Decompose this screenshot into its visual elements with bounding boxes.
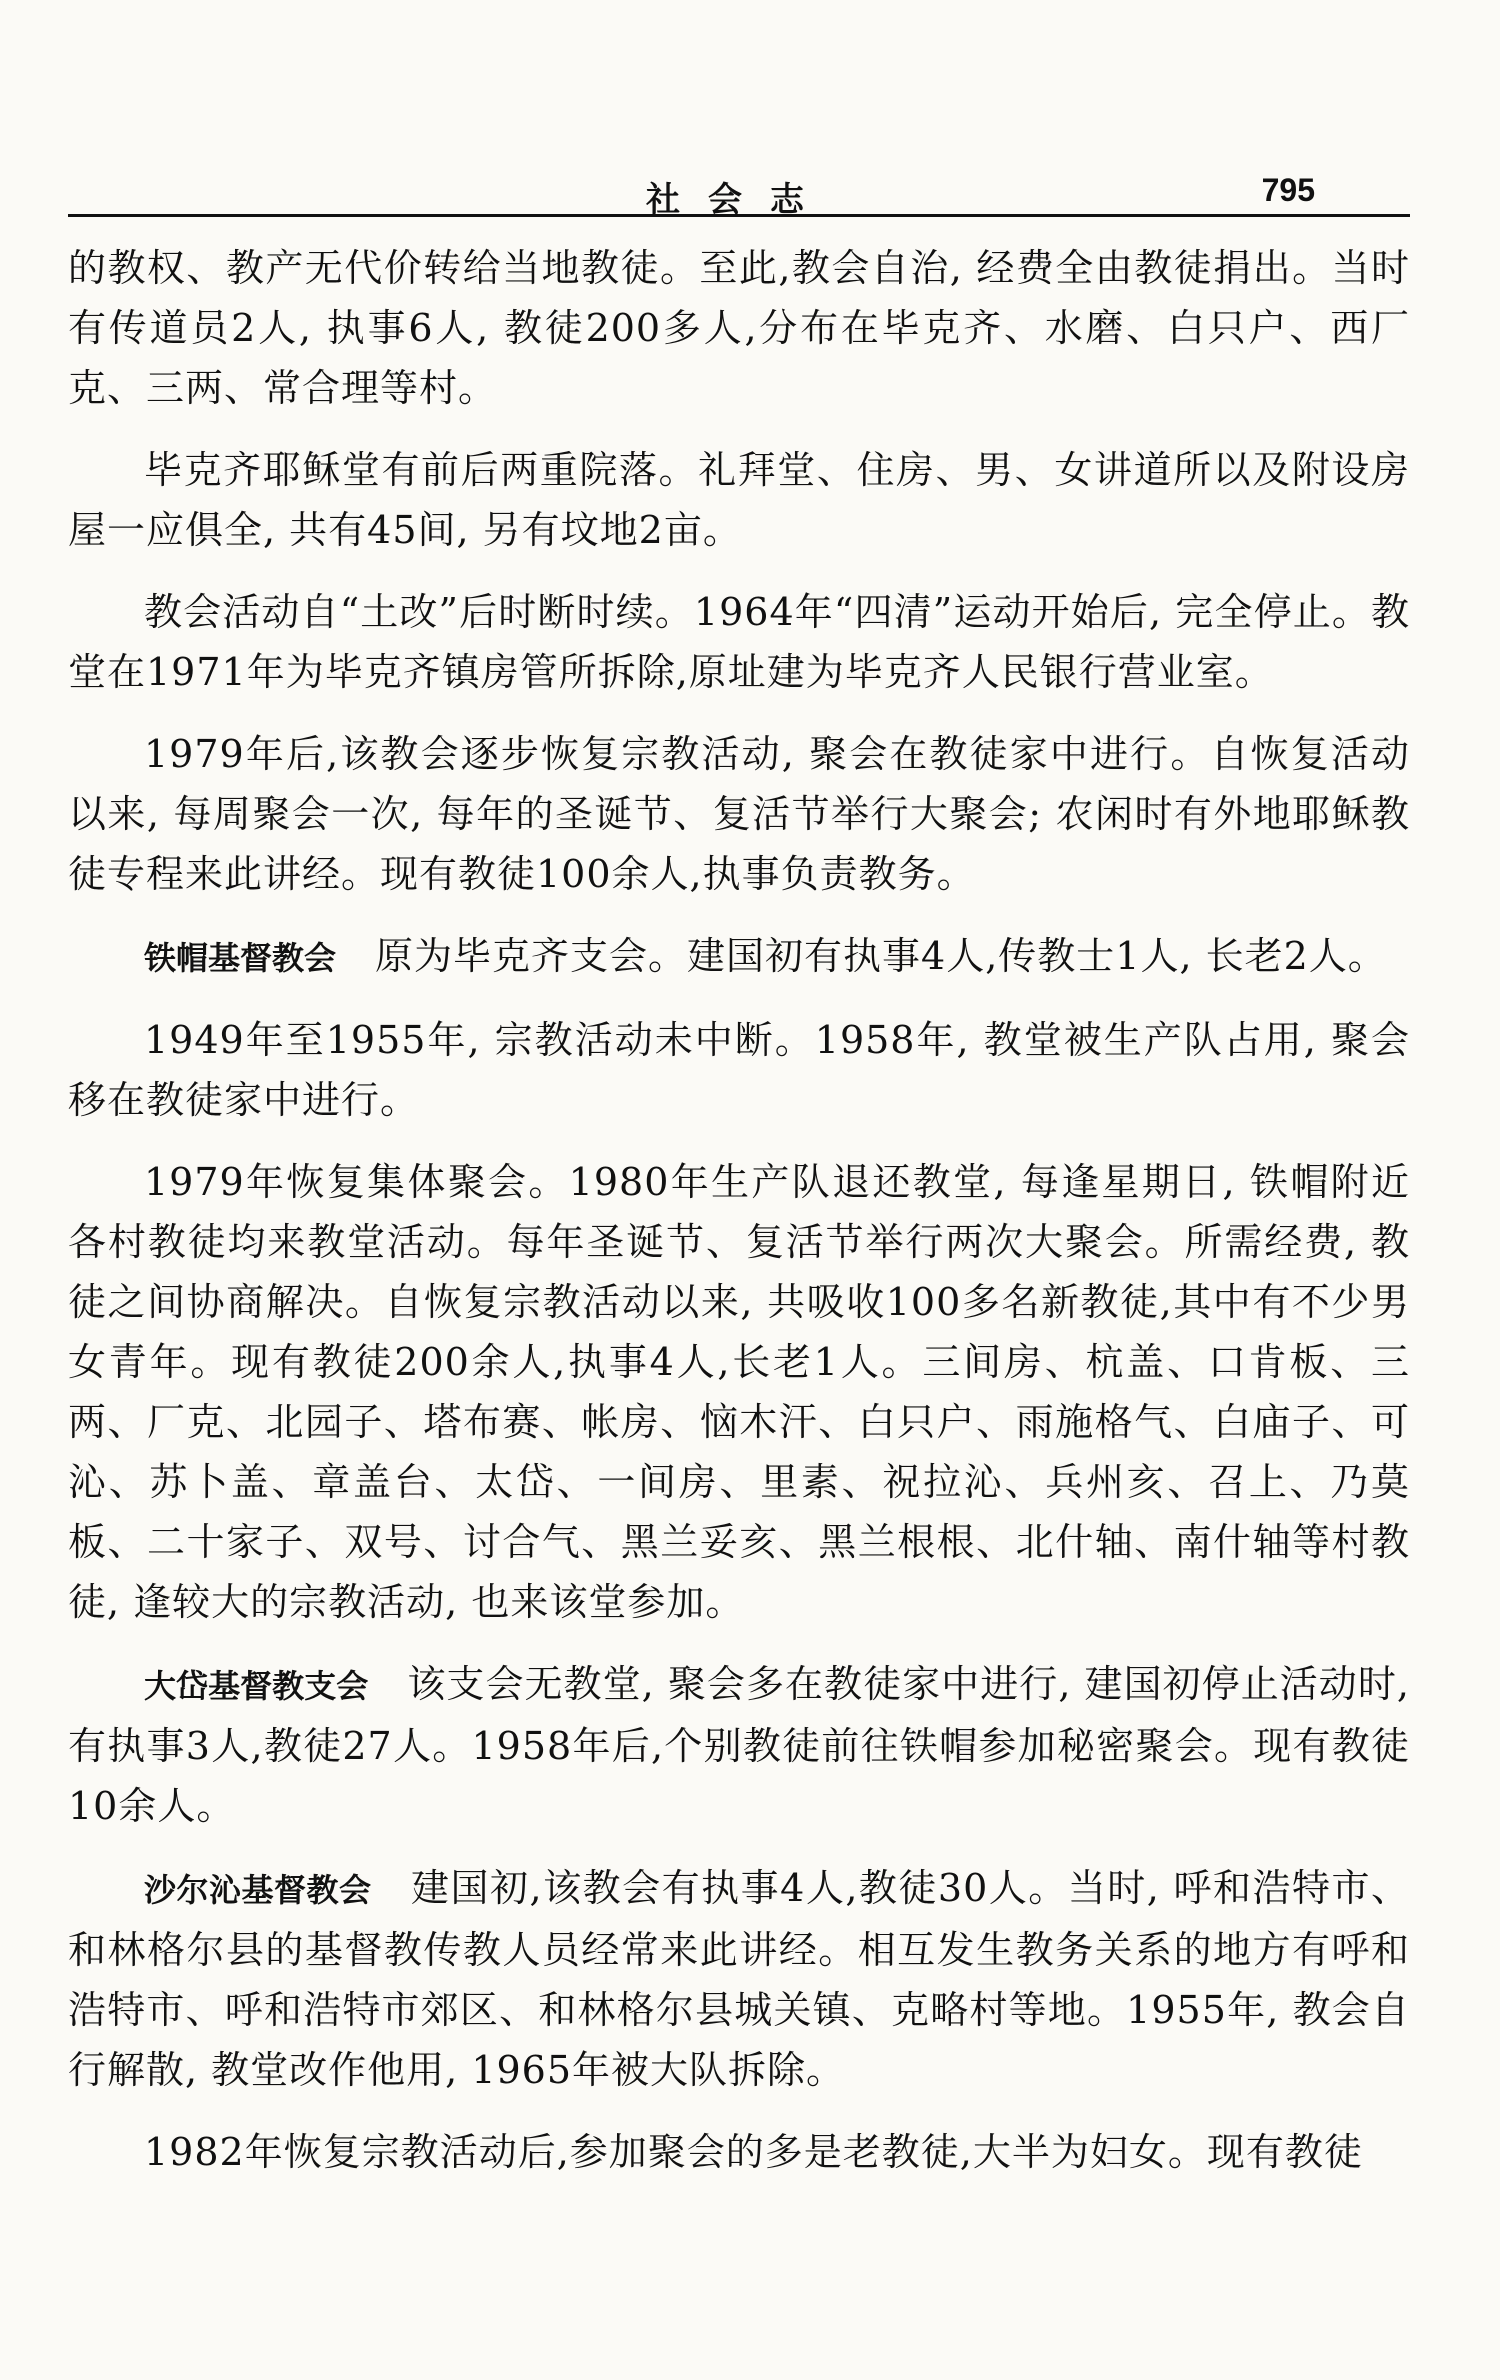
- paragraph: 1982年恢复宗教活动后,参加聚会的多是老教徒,大半为妇女。现有教徒: [144, 2130, 1363, 2174]
- paragraph: 教会活动自“土改”后时断时续。1964年“四清”运动开始后, 完全停止。教堂在1971年为毕克齐镇房管所拆除,原址建为毕克齐人民银行营业室。: [68, 590, 1410, 694]
- paragraph: 1979年后,该教会逐步恢复宗教活动, 聚会在教徒家中进行。自恢复活动以来, 每周聚会一次, 每年的圣诞节、复活节举行大聚会; 农闲时有外地耶稣教徒专程来此讲经。现有教徒100余人,执事负责教务。: [68, 732, 1410, 896]
- running-header: [68, 168, 1410, 220]
- paragraph: 铁帽基督教会 原为毕克齐支会。建国初有执事4人,传教士1人, 长老2人。: [144, 934, 1387, 978]
- paragraph: 1979年恢复集体聚会。1980年生产队退还教堂, 每逢星期日, 铁帽附近各村教徒均来教堂活动。每年圣诞节、复活节举行两次大聚会。所需经费, 教徒之间协商解决。自恢复宗教活动以来, 共吸收100多名新教徒,其中有不少男女青年。现有教徒200余人,执事4人,长老1人。三间房、杭盖、口肯板、三两、厂克、北园子、塔布赛、帐房、恼木汗、白只户、雨施格气、白庙子、可沁、苏卜盖、章盖台、太岱、一间房、里素、祝拉沁、兵州亥、召上、乃莫板、二十家子、双号、讨合气、黑兰妥亥、黑兰根根、北什轴、南什轴等村教徒, 逢较大的宗教活动, 也来该堂参加。: [68, 1160, 1410, 1624]
- section-heading: 铁帽基督教会: [144, 939, 337, 977]
- running-title: 社会志: [646, 180, 832, 220]
- section-heading: 沙尔沁基督教会: [144, 1871, 372, 1909]
- page-number: 795: [1261, 172, 1315, 208]
- paragraph: 沙尔沁基督教会 建国初,该教会有执事4人,教徒30人。当时, 呼和浩特市、和林格尔县的基督教传教人员经常来此讲经。相互发生教务关系的地方有呼和浩特市、呼和浩特市郊区、和林格尔县城关镇、克略村等地。1955年, 教会自行解散, 教堂改作他用, 1965年被大队拆除。: [68, 1866, 1410, 2092]
- paragraph: 大岱基督教支会 该支会无教堂, 聚会多在教徒家中进行, 建国初停止活动时, 有执事3人,教徒27人。1958年后,个别教徒前往铁帽参加秘密聚会。现有教徒10余人。: [68, 1662, 1410, 1828]
- body-text: [68, 238, 1410, 2204]
- paragraph: 的教权、教产无代价转给当地教徒。至此,教会自治, 经费全由教徒捐出。当时有传道员2人, 执事6人, 教徒200多人,分布在毕克齐、水磨、白只户、西厂克、三两、常合理等村。: [68, 246, 1410, 410]
- section-heading: 大岱基督教支会: [144, 1667, 369, 1705]
- paragraph: 毕克齐耶稣堂有前后两重院落。礼拜堂、住房、男、女讲道所以及附设房屋一应俱全, 共有45间, 另有坟地2亩。: [68, 448, 1410, 552]
- paragraph: 1949年至1955年, 宗教活动未中断。1958年, 教堂被生产队占用, 聚会移在教徒家中进行。: [68, 1018, 1410, 1122]
- book-page: [68, 168, 1410, 2348]
